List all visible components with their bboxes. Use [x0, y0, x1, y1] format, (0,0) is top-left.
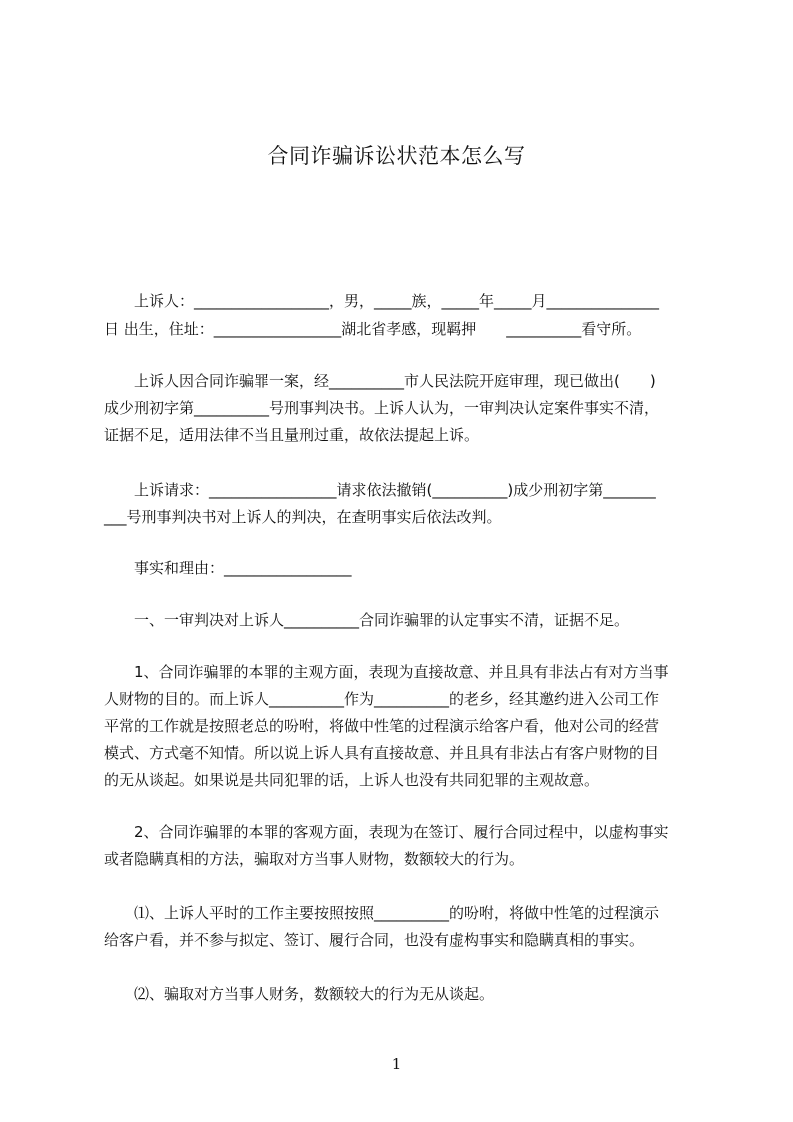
text-line: 日 出生，住址：_________________湖北省孝感，现羁押 __________看守所。 [104, 320, 642, 338]
text-line: ⑴、上诉人平时的工作主要按照按照__________的吩咐，将做中性笔的过程演示 [104, 904, 660, 922]
text-line: 或者隐瞒真相的方法，骗取对方当事人财物，数额较大的行为。 [104, 850, 525, 868]
text-line: 平常的工作就是按照老总的吩咐，将做中性笔的过程演示给客户看，他对公司的经营 [104, 717, 660, 735]
text-line: 2、合同诈骗罪的本罪的客观方面，表现为在签订、履行合同过程中，以虚构事实 [104, 823, 669, 841]
page-number: 1 [391, 1055, 402, 1073]
text-line: 上诉人：__________________，男，_____族，_____年_____月_______________ [104, 292, 660, 310]
text-line: 成少刑初字第__________号刑事判决书。上诉人认为，一审判决认定案件事实不清， [104, 399, 660, 417]
text-line: 模式、方式毫不知情。所以说上诉人具有直接故意、并且具有非法占有客户财物的目 [104, 744, 660, 762]
text-line: ___号刑事判决书对上诉人的判决，在查明事实后依法改判。 [104, 508, 502, 526]
text-line: 证据不足，适用法律不当且量刑过重，故依法提起上诉。 [104, 426, 480, 444]
text-line: 上诉人因合同诈骗罪一案，经__________市人民法院开庭审理，现已做出( ) [104, 372, 656, 390]
text-line: 人财物的目的。而上诉人__________作为__________的老乡，经其邀约进入公司工作 [104, 690, 660, 708]
text-line: 一、一审判决对上诉人__________合同诈骗罪的认定事实不清，证据不足。 [104, 611, 630, 629]
text-line: 上诉请求：_________________请求依法撤销(__________)成少刑初字第_______ [104, 481, 656, 499]
text-line: 的无从谈起。如果说是共同犯罪的话，上诉人也没有共同犯罪的主观故意。 [104, 771, 600, 789]
text-line: ⑵、骗取对方当事人财务，数额较大的行为无从谈起。 [104, 985, 495, 1003]
text-line: 事实和理由：_________________ [104, 559, 352, 577]
document-title: 合同诈骗诉讼状范本怎么写 [267, 144, 526, 168]
text-line: 给客户看，并不参与拟定、签订、履行合同，也没有虚构事实和隐瞒真相的事实。 [104, 931, 645, 949]
text-line: 1、合同诈骗罪的本罪的主观方面，表现为直接故意、并且具有非法占有对方当事 [104, 663, 669, 681]
